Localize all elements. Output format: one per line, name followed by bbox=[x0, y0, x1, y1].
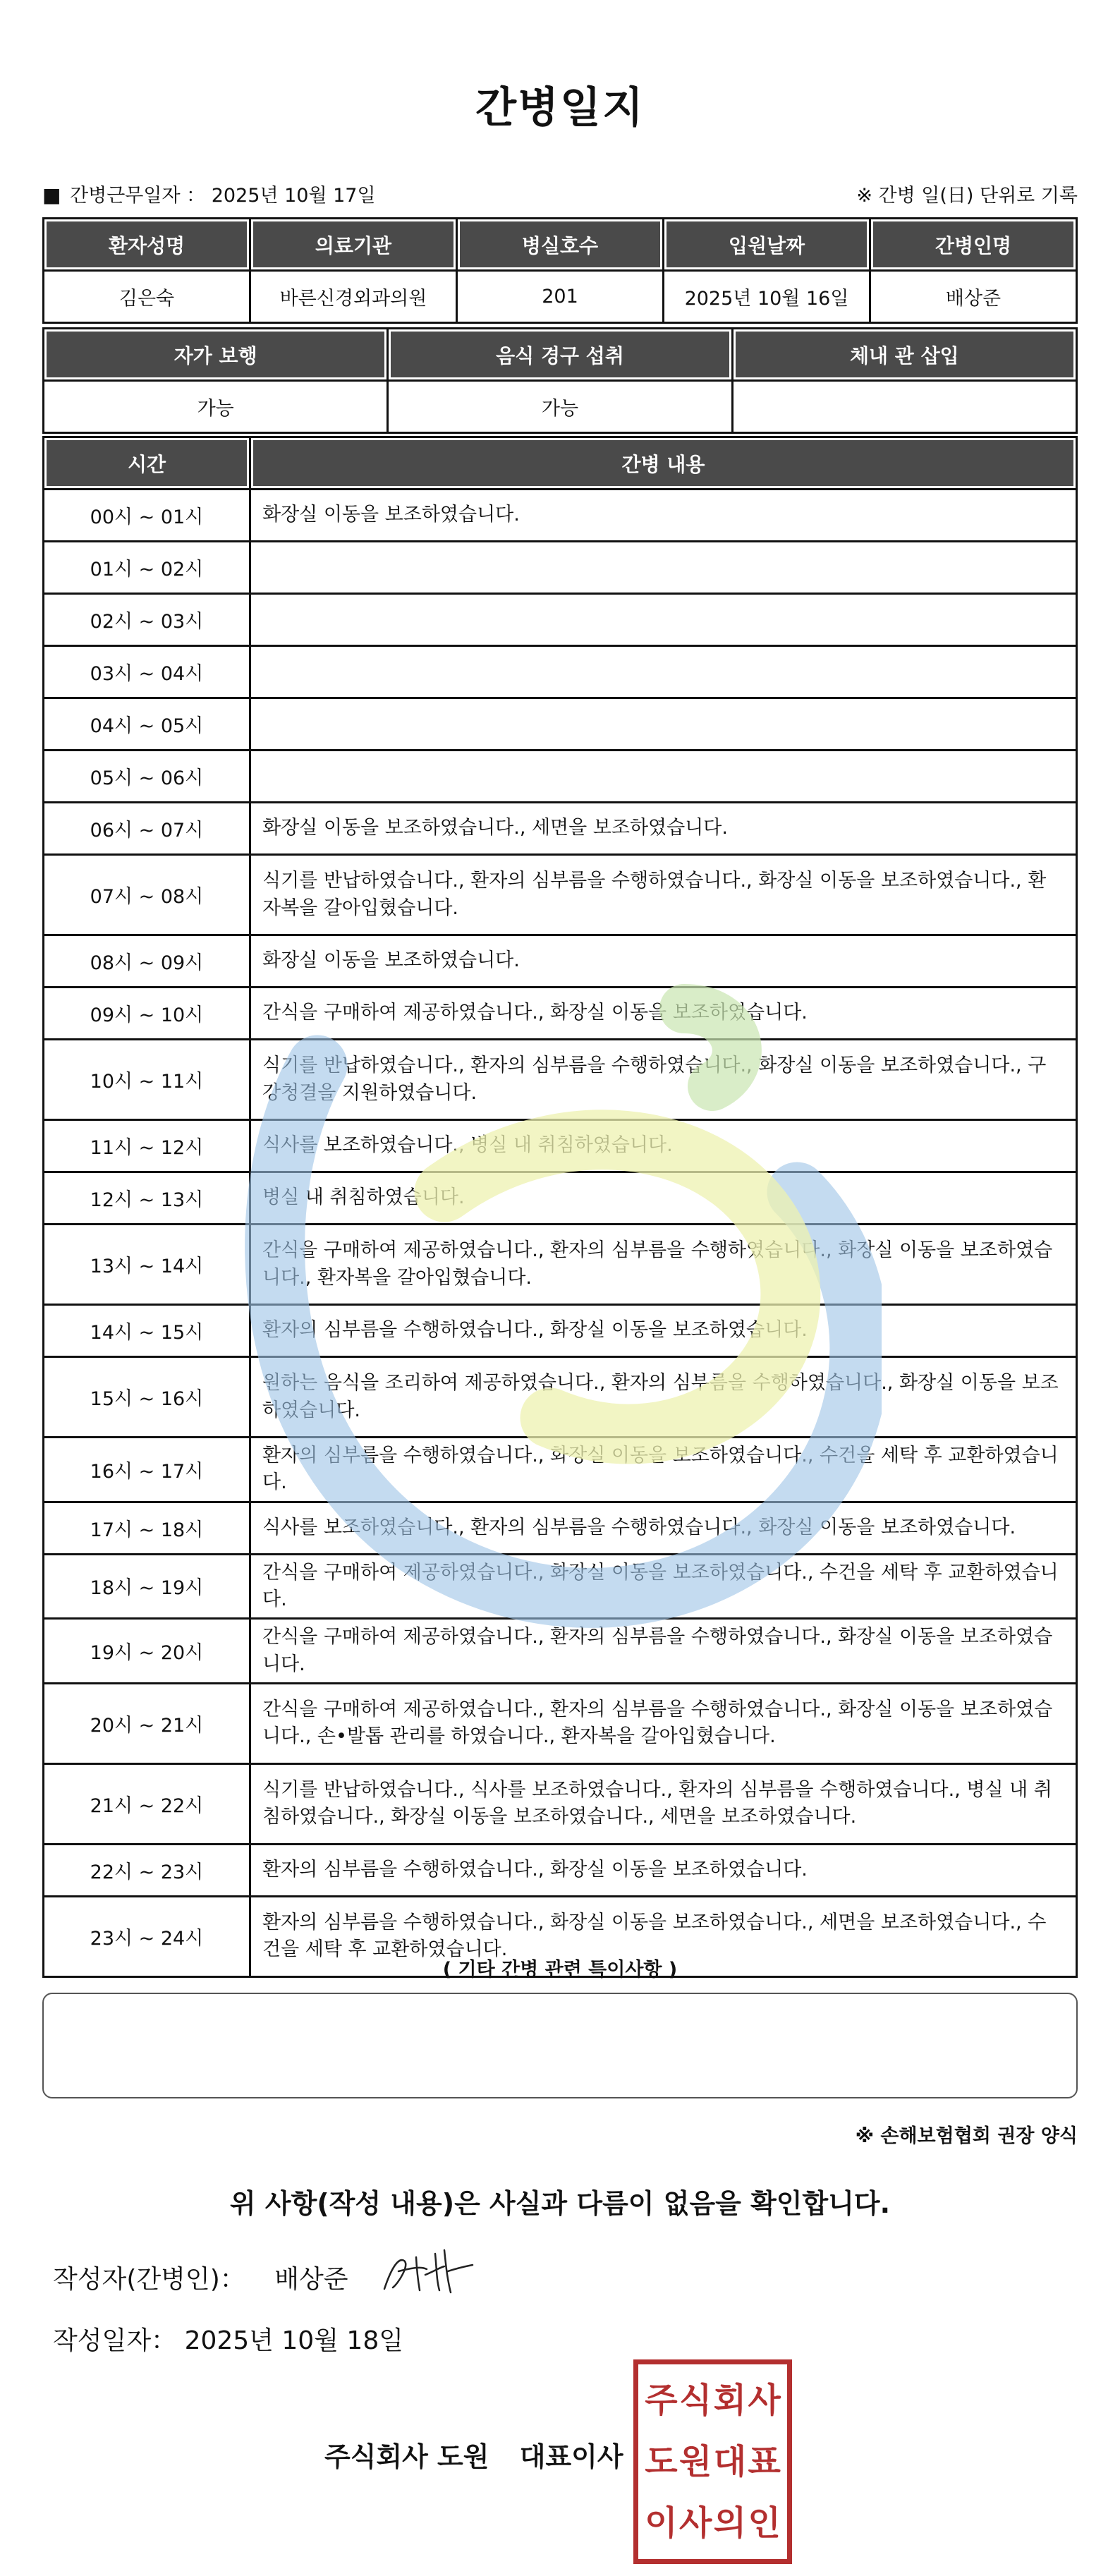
care-log-row bbox=[44, 1040, 1077, 1120]
header-caregiver: 간병인명 bbox=[870, 219, 1077, 271]
square-bullet-icon: ■ bbox=[42, 183, 61, 207]
care-log-content: 식사를 보조하였습니다., 환자의 심부름을 수행하였습니다., 화장실 이동을 보조하였습니다. bbox=[250, 1502, 1077, 1554]
patient-name: 김은숙 bbox=[44, 271, 250, 323]
care-log-content: 환자의 심부름을 수행하였습니다., 화장실 이동을 보조하였습니다., 세면을 보조하였습니다., 수건을 세탁 후 교환하였습니다. bbox=[250, 1896, 1077, 1976]
seal-char: 표 bbox=[748, 2441, 781, 2481]
seal-char: 인 bbox=[748, 2503, 781, 2543]
care-log-content bbox=[250, 542, 1077, 594]
care-log-content: 화장실 이동을 보조하였습니다. bbox=[250, 490, 1077, 542]
care-log-row bbox=[44, 1305, 1077, 1357]
care-log-row bbox=[44, 1172, 1077, 1225]
care-log-row bbox=[44, 1502, 1077, 1554]
care-log-content: 식기를 반납하였습니다., 식사를 보조하였습니다., 환자의 심부름을 수행하였습니다., 병실 내 취침하였습니다., 화장실 이동을 보조하였습니다., 세면을 보조하였습니다. bbox=[250, 1763, 1077, 1844]
care-log-time: 18시 ~ 19시 bbox=[44, 1554, 250, 1619]
care-log-row bbox=[44, 1554, 1077, 1619]
seal-char: 의 bbox=[713, 2503, 747, 2543]
company-seal bbox=[633, 2359, 792, 2564]
care-log-time: 21시 ~ 22시 bbox=[44, 1763, 250, 1844]
care-log-table bbox=[42, 436, 1078, 1978]
care-log-row bbox=[44, 751, 1077, 803]
care-log-time: 19시 ~ 20시 bbox=[44, 1619, 250, 1684]
patient-info-table bbox=[42, 217, 1078, 324]
patient-status-table bbox=[42, 327, 1078, 434]
care-log-content: 환자의 심부름을 수행하였습니다., 화장실 이동을 보조하였습니다. bbox=[250, 1305, 1077, 1357]
seal-char: 주 bbox=[645, 2381, 678, 2421]
header-patient-name: 환자성명 bbox=[44, 219, 250, 271]
care-log-time: 20시 ~ 21시 bbox=[44, 1683, 250, 1763]
form-source-note: ※ 손해보험협회 권장 양식 bbox=[855, 2125, 1078, 2147]
seal-char: 회 bbox=[713, 2381, 747, 2421]
care-log-time: 23시 ~ 24시 bbox=[44, 1896, 250, 1976]
care-log-row bbox=[44, 1357, 1077, 1438]
care-log-time: 07시 ~ 08시 bbox=[44, 855, 250, 935]
care-log-row bbox=[44, 1619, 1077, 1684]
special-notes-label: ( 기타 간병 관련 특이사항 ) bbox=[442, 1959, 678, 1981]
care-log-time: 08시 ~ 09시 bbox=[44, 935, 250, 988]
care-log-content: 간식을 구매하여 제공하였습니다., 화장실 이동을 보조하였습니다. bbox=[250, 988, 1077, 1040]
seal-char: 원 bbox=[678, 2441, 712, 2481]
tube-insertion-status bbox=[732, 381, 1076, 433]
header-oral-intake: 음식 경구 섭취 bbox=[388, 329, 732, 381]
care-log-time: 16시 ~ 17시 bbox=[44, 1438, 250, 1502]
confirmation-statement: 위 사항(작성 내용)은 사실과 다름이 없음을 확인합니다. bbox=[229, 2188, 891, 2219]
seal-char: 사 bbox=[748, 2381, 781, 2421]
seal-char: 식 bbox=[678, 2381, 712, 2421]
care-log-content bbox=[250, 751, 1077, 803]
care-log-content: 간식을 구매하여 제공하였습니다., 환자의 심부름을 수행하였습니다., 화장실 이동을 보조하였습니다., 환자복을 갈아입혔습니다. bbox=[250, 1225, 1077, 1305]
care-log-content: 환자의 심부름을 수행하였습니다., 화장실 이동을 보조하였습니다. bbox=[250, 1844, 1077, 1896]
care-log-row bbox=[44, 988, 1077, 1040]
care-log-row bbox=[44, 855, 1077, 935]
care-log-row bbox=[44, 646, 1077, 698]
care-log-time: 22시 ~ 23시 bbox=[44, 1844, 250, 1896]
care-log-content: 화장실 이동을 보조하였습니다., 세면을 보조하였습니다. bbox=[250, 803, 1077, 855]
document-title: 간병일지 bbox=[475, 83, 645, 133]
care-log-time: 10시 ~ 11시 bbox=[44, 1040, 250, 1120]
care-log-content: 간식을 구매하여 제공하였습니다., 화장실 이동을 보조하였습니다., 수건을 세탁 후 교환하였습니다. bbox=[250, 1554, 1077, 1619]
care-log-content bbox=[250, 594, 1077, 646]
room-number: 201 bbox=[457, 271, 664, 323]
care-log-content: 식기를 반납하였습니다., 환자의 심부름을 수행하였습니다., 화장실 이동을 보조하였습니다., 환자복을 갈아입혔습니다. bbox=[250, 855, 1077, 935]
header-room: 병실호수 bbox=[457, 219, 664, 271]
written-date-label: 작성일자： bbox=[53, 2326, 177, 2355]
care-log-content: 원하는 음식을 조리하여 제공하였습니다., 환자의 심부름을 수행하였습니다., 화장실 이동을 보조하였습니다. bbox=[250, 1357, 1077, 1438]
walking-status: 가능 bbox=[44, 381, 388, 433]
care-log-row bbox=[44, 698, 1077, 751]
care-log-row bbox=[44, 1438, 1077, 1502]
caregiver-name: 배상준 bbox=[870, 271, 1077, 323]
header-time: 시간 bbox=[44, 437, 250, 490]
seal-char: 도 bbox=[645, 2441, 678, 2481]
care-log-time: 13시 ~ 14시 bbox=[44, 1225, 250, 1305]
writer-label: 작성자(간병인)： bbox=[53, 2265, 245, 2294]
care-log-time: 01시 ~ 02시 bbox=[44, 542, 250, 594]
care-log-row bbox=[44, 1844, 1077, 1896]
header-tube-insertion: 체내 관 삽입 bbox=[732, 329, 1076, 381]
company-name: 주식회사 도원 bbox=[324, 2441, 489, 2472]
care-log-content: 환자의 심부름을 수행하였습니다., 화장실 이동을 보조하였습니다., 수건을 세탁 후 교환하였습니다. bbox=[250, 1438, 1077, 1502]
care-log-row bbox=[44, 542, 1077, 594]
care-log-time: 15시 ~ 16시 bbox=[44, 1357, 250, 1438]
care-log-time: 05시 ~ 06시 bbox=[44, 751, 250, 803]
writer-name: 배상준 bbox=[274, 2265, 348, 2294]
written-date-line bbox=[53, 2321, 403, 2357]
seal-char: 대 bbox=[713, 2441, 747, 2481]
care-log-time: 14시 ~ 15시 bbox=[44, 1305, 250, 1357]
care-log-row bbox=[44, 1763, 1077, 1844]
writer-line bbox=[53, 2259, 348, 2295]
care-log-time: 04시 ~ 05시 bbox=[44, 698, 250, 751]
care-log-content bbox=[250, 646, 1077, 698]
care-log-content: 식기를 반납하였습니다., 환자의 심부름을 수행하였습니다., 화장실 이동을 보조하였습니다., 구강청결을 지원하였습니다. bbox=[250, 1040, 1077, 1120]
admission-date: 2025년 10월 16일 bbox=[664, 271, 870, 323]
care-log-time: 03시 ~ 04시 bbox=[44, 646, 250, 698]
care-log-content: 간식을 구매하여 제공하였습니다., 환자의 심부름을 수행하였습니다., 화장실 이동을 보조하였습니다. bbox=[250, 1619, 1077, 1684]
care-log-row bbox=[44, 1683, 1077, 1763]
care-log-row bbox=[44, 1225, 1077, 1305]
oral-intake-status: 가능 bbox=[388, 381, 732, 433]
company-line bbox=[324, 2435, 623, 2474]
hospital-name: 바른신경외과의원 bbox=[250, 271, 457, 323]
care-log-time: 06시 ~ 07시 bbox=[44, 803, 250, 855]
header-admission-date: 입원날짜 bbox=[664, 219, 870, 271]
written-date-value: 2025년 10월 18일 bbox=[184, 2326, 404, 2355]
company-representative: 대표이사 bbox=[519, 2441, 623, 2472]
seal-char: 이 bbox=[645, 2503, 678, 2543]
care-log-content: 병실 내 취침하였습니다. bbox=[250, 1172, 1077, 1225]
header-hospital: 의료기관 bbox=[250, 219, 457, 271]
care-log-row bbox=[44, 490, 1077, 542]
care-log-content: 화장실 이동을 보조하였습니다. bbox=[250, 935, 1077, 988]
care-log-row bbox=[44, 803, 1077, 855]
care-log-time: 00시 ~ 01시 bbox=[44, 490, 250, 542]
unit-note: ※ 간병 일(日) 단위로 기록 bbox=[856, 185, 1078, 207]
care-log-row bbox=[44, 1120, 1077, 1172]
work-date-value: 2025년 10월 17일 bbox=[211, 185, 376, 207]
handwritten-signature bbox=[377, 2240, 483, 2303]
header-walking: 자가 보행 bbox=[44, 329, 388, 381]
care-log-row bbox=[44, 935, 1077, 988]
care-log-content: 식사를 보조하였습니다., 병실 내 취침하였습니다. bbox=[250, 1120, 1077, 1172]
care-log-time: 12시 ~ 13시 bbox=[44, 1172, 250, 1225]
work-date bbox=[42, 180, 376, 207]
header-care-content: 간병 내용 bbox=[250, 437, 1077, 490]
special-notes-box bbox=[42, 1993, 1078, 2098]
care-log-time: 11시 ~ 12시 bbox=[44, 1120, 250, 1172]
care-log-content: 간식을 구매하여 제공하였습니다., 환자의 심부름을 수행하였습니다., 화장실 이동을 보조하였습니다., 손•발톱 관리를 하였습니다., 환자복을 갈아입혔습니다. bbox=[250, 1683, 1077, 1763]
work-date-label: 간병근무일자 ： bbox=[70, 185, 206, 207]
seal-char: 사 bbox=[678, 2503, 712, 2543]
care-log-content bbox=[250, 698, 1077, 751]
care-log-time: 17시 ~ 18시 bbox=[44, 1502, 250, 1554]
care-log-time: 02시 ~ 03시 bbox=[44, 594, 250, 646]
care-log-row bbox=[44, 594, 1077, 646]
care-log-time: 09시 ~ 10시 bbox=[44, 988, 250, 1040]
